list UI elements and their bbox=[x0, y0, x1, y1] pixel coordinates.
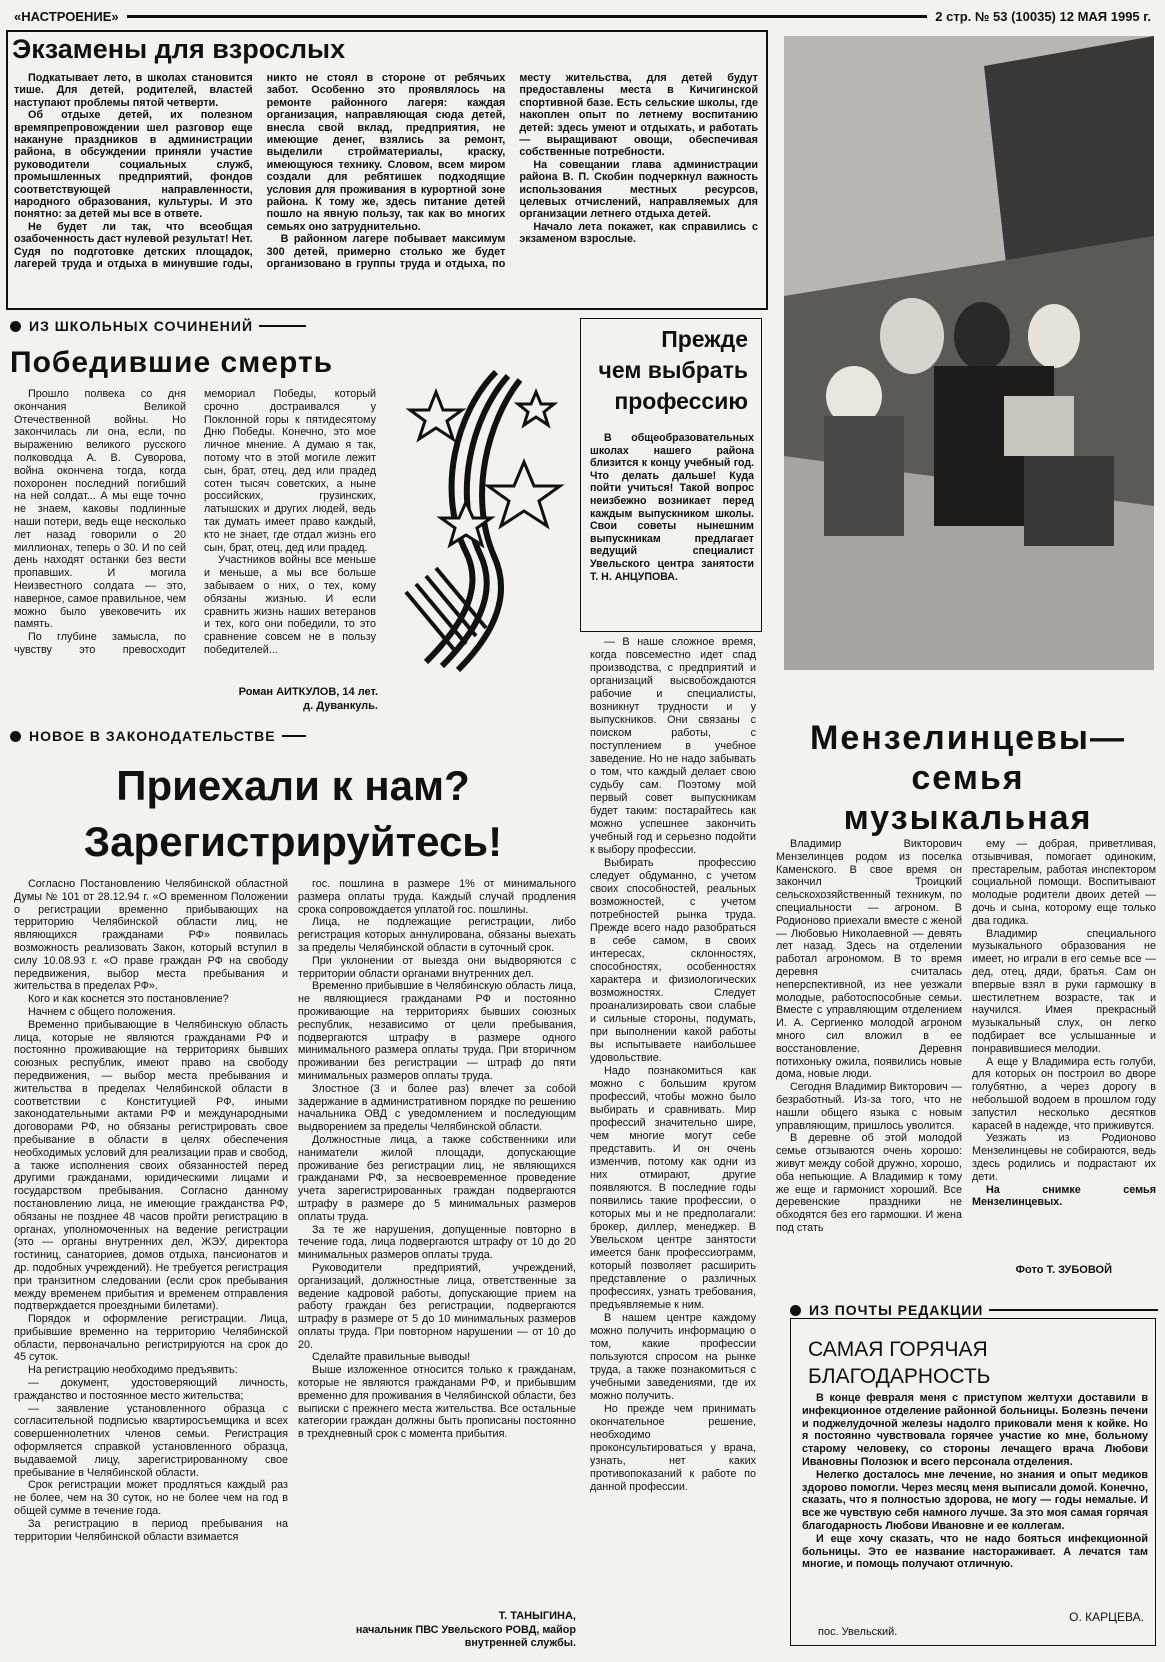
law-paragraph: При уклонении от выезда они выдворяются с территории области органами внутренних дел. bbox=[298, 954, 576, 980]
law-paragraph: Лица, не подлежащие регистрации, либо регистрация которых аннулирована, обязаны выехать за пределы Челябинской области в суточный срок. bbox=[298, 916, 576, 954]
law-paragraph: За регистрацию в период пребывания на территории Челябинской области взимается bbox=[14, 1517, 288, 1543]
law-paragraph: Кого и как коснется это постановление? bbox=[28, 993, 229, 1006]
family-paragraph: ему — добрая, приветливая, отзывчивая, помогает одиноким, престарелым, работая инспектором социальной помощи. Воспитывают молодые родители двоих детей — дочь и сына, которому еще только два годика. bbox=[972, 838, 1156, 927]
profession-body bbox=[590, 636, 756, 1646]
essay-title: Победившие смерть bbox=[10, 346, 334, 379]
law-paragraph: За те же нарушения, допущенные повторно в течение года, лица подвергаются штрафу от 10 до 20 минимальных размеров оплаты труда. bbox=[298, 1223, 576, 1262]
family-paragraph: Уезжать из Родионово Мензелинцевы не собираются, ведь здесь родились и подрастают их дети. bbox=[972, 1132, 1156, 1183]
family-title-line: семья bbox=[911, 759, 1025, 797]
law-paragraph: На регистрацию необходимо предъявить: bbox=[28, 1364, 238, 1377]
profession-paragraph: В нашем центре каждому можно получить информацию о том, какие профессии пользуются спросом на рынке труда, а также познакомиться с учебными заведениями, где их можно получить. bbox=[590, 1312, 756, 1402]
victory-stars-illustration bbox=[396, 352, 572, 672]
rubric-bullet-icon bbox=[10, 321, 21, 332]
law-paragraph: Руководители предприятий, учреждений, организаций, должностные лица, ответственные за ведение кадровой работы, допускающие прием на работу граждан без регистрации, подвергаются штрафу в размере от 5 до 10 минимальных размеров оплаты труда. При повторном нарушении — от 10 до 20. bbox=[298, 1261, 576, 1351]
family-column-2 bbox=[972, 838, 1156, 1256]
family-paragraph: В деревне об этой молодой семье отзываются очень хорошо: живут между собой дружно, хорошо, оба непьющие. А Владимир к тому же еще и гармонист хороший. Все деревенские праздники не обходятся без его гармошки. И жена под стать bbox=[776, 1132, 962, 1234]
rubric-bullet-icon bbox=[790, 1305, 801, 1316]
exams-paragraph: Подкатывает лето, в школах становится тише. Для детей, родителей, властей наступают проблемы пятой четверти. bbox=[14, 72, 253, 109]
law-rubric bbox=[10, 728, 306, 744]
exams-body bbox=[14, 72, 758, 300]
law-title-line1: Приехали к нам? bbox=[116, 762, 470, 809]
law-rubric-label: НОВОЕ В ЗАКОНОДАТЕЛЬСТВЕ bbox=[29, 728, 276, 744]
law-paragraph: Согласно Постановлению Челябинской областной Думы № 101 от 28.12.94 г. «О временном Положении о регистрации временно прибывающих на территорию Челябинской области лиц, не являющихся гражданами РФ» появилась возможность реализовать Закон, который вступил в силу 10.08.93 г. «О праве граждан РФ на свободу передвижения, выбор места пребывания и жительства в пределах РФ». bbox=[14, 878, 288, 993]
profession-title-line: чем выбрать bbox=[598, 357, 748, 383]
family-photo-credit: Фото Т. ЗУБОВОЙ bbox=[1015, 1264, 1112, 1276]
letter-body bbox=[802, 1392, 1148, 1608]
letter-paragraph: В конце февраля меня с приступом желтухи доставили в инфекционное отделение районной больницы. Болезнь печени и поджелудочной железы надолго приковали меня к койке. Но я постоянно чувствовала горячее участие ко мне, больному старому человеку, со стороны лечащего врача Любови Ивановны Полозюк и всего персонала отделения. bbox=[802, 1392, 1148, 1468]
law-title-line2: Зарегистрируйтесь! bbox=[83, 818, 503, 865]
law-paragraph: Должностные лица, а также собственники или наниматели жилой площади, допускающие проживание без регистрации лиц, не являющихся гражданами РФ, за несвоевременное проведение учета зарегистрированных граждан подвергаются штрафу в размере до 5 минимальных размеров оплаты труда. bbox=[298, 1133, 576, 1223]
letter-rubric-label: ИЗ ПОЧТЫ РЕДАКЦИИ bbox=[809, 1302, 984, 1318]
family-photo bbox=[784, 36, 1154, 670]
issue-info: 2 стр. № 53 (10035) 12 МАЯ 1995 г. bbox=[935, 8, 1151, 24]
family-photo-image bbox=[784, 36, 1154, 670]
law-paragraph: — документ, удостоверяющий личность, гражданство и постоянное место жительства; bbox=[14, 1377, 288, 1402]
profession-title-line: профессию bbox=[614, 388, 748, 414]
exams-title: Экзамены для взрослых bbox=[12, 34, 351, 65]
law-paragraph: Выше изложенное относится только к гражданам, которые не являются гражданами РФ, и прибывшим временно для проживания в Челябинской области, без выписки с прежнего места жительства. Все остальные категории граждан должны быть прописаны постоянно в трехдневный срок с момента прибытия. bbox=[298, 1364, 576, 1441]
letter-place: пос. Увельский. bbox=[818, 1626, 898, 1638]
letter-author: О. КАРЦЕВА. bbox=[1069, 1610, 1144, 1624]
family-column-1 bbox=[776, 838, 962, 1284]
profession-paragraph: — В наше сложное время, когда повсеместно идет спад производства, с предприятий и организаций высвобождаются рабочие и специалисты, возникнут трудности и у выпускников. Они связаны с поиском работы, с поступлением в учебное заведение. Но не надо забывать о том, что каждый делает свою судьбу сам. Поэтому мой первый совет выпускникам будет таким: постарайтесь как можно успешнее закончить учебный год и серьезно подойти к выбору профессии. bbox=[590, 636, 756, 856]
law-signature-name: Т. ТАНЫГИНА, bbox=[498, 1610, 576, 1622]
masthead-bar bbox=[14, 4, 1151, 28]
masthead-rule bbox=[127, 15, 928, 18]
essay-rubric bbox=[10, 318, 306, 334]
family-paragraph: Владимир специального музыкального образования не имеет, но играли в его семье все — дед, отец, дяди, братья. Сам он впервые взял в руки гармошку в шестилетнем возрасте, так и научился. Имея прекрасный музыкальный слух, он легко подбирает все услышанные и понравившиеся мелодии. bbox=[972, 927, 1156, 1055]
law-paragraph: — заявление установленного образца с согласительной подписью квартиросъемщика и всех совершеннолетних членов семьи. Регистрация оформляется справкой установленного образца, выдаваемой лицу, зарегистрированному свое пребывание в Челябинской области. bbox=[14, 1402, 288, 1479]
law-column-2 bbox=[298, 878, 576, 1566]
law-column-1 bbox=[14, 878, 288, 1640]
letter-rubric bbox=[790, 1302, 1158, 1318]
law-paragraph: Срок регистрации может продляться каждый раз не более, чем на 30 суток, но не более чем на год в общей сумме в течение года. bbox=[14, 1479, 288, 1518]
essay-paragraph: По глубине замысла, по чувству это превосходит мемориал Победы, который срочно достраивался у Поклонной горы к пятидесятому Дню Победы. Конечно, это мое личное мнение. А думаю я так, потому что в этой могиле лежит сын, брат, отец, дед или прадед сотен тысяч советских, а ныне российских, грузинских, латышских и других людей, ведь так думать имеет право каждый, кто не знает, где отдал жизнь его сын, брат, отец, дед или прадед. bbox=[14, 388, 376, 656]
letter-title bbox=[808, 1336, 990, 1390]
law-paragraph: Злостное (3 и более раз) влечет за собой задержание в административном порядке по решению начальника ОВД с уведомлением и последующим выдворением за пределы Челябинской области. bbox=[298, 1082, 576, 1134]
essay-rubric-label: ИЗ ШКОЛЬНЫХ СОЧИНЕНИЙ bbox=[29, 318, 254, 334]
family-title bbox=[776, 718, 1160, 838]
family-title-line: музыкальная bbox=[843, 799, 1093, 837]
essay-paragraph: Прошло полвека со дня окончания Великой Отечественной войны. Но закончилась ли она, если, по выражению великого русского полководца А. В. Суворова, война окончена тогда, когда похоронен последний погибший на ней солдат... А мы еще точно не знаем, каковы подлинные наши потери, ведь еще несколько лет назад говорили о 20 миллионах, теперь о 30. И по сей день находят останки без вести пропавших. И могила Неизвестного солдата — это, наверное, самое правильное, чем можно было увековечить их память. bbox=[14, 388, 186, 631]
law-paragraph: Начнем с общего положения. bbox=[28, 1005, 176, 1018]
letter-paragraph: И еще хочу сказать, что не надо бояться инфекционной больницы. Это ее название настораживает. А лечатся там многие, и помощь получают отличную. bbox=[802, 1532, 1148, 1571]
exams-paragraph: На совещании глава администрации района В. П. Скобин подчеркнул важность использования местных ресурсов, целевых отчислений, направляемых для организации летнего отдыха детей. bbox=[519, 158, 758, 221]
law-paragraph: Порядок и оформление регистрации. Лица, прибывшие временно на территорию Челябинской области, первоначально регистрируются на срок до 45 суток. bbox=[14, 1313, 288, 1364]
essay-body bbox=[14, 388, 376, 674]
exams-paragraph: Не будет ли так, что всеобщая озабоченность даст нулевой результат! Нет. Судя по подготовке детских площадок, лагерей труда и отдыха в минувшие годы, никто не стоял в стороне от ребячьих забот. Особенно это проявлялось на ремонте районного лагеря: каждая организация, направляющая сюда детей, внесла свой вклад, предприятия, не имеющие денег, взялись за ремонт, выделили стройматериалы, краску, имеющуюся технику. Словом, всем миром создали для ребятишек подходящие условия для проживания в курортной зоне района. К тому же, здесь питание детей пошло на явную пользу, так как во многих семьях оно затруднительно. bbox=[14, 72, 506, 271]
rubric-rule bbox=[282, 735, 306, 737]
law-paragraph: гос. пошлина в размере 1% от минимального размера оплаты труда. Каждый случай продления срока сопровождается уплатой гос. пошлины. bbox=[298, 878, 576, 916]
essay-place: д. Дуванкуль. bbox=[303, 700, 378, 712]
exams-paragraph: Начало лета покажет, как справились с экзаменом взрослые. bbox=[519, 220, 758, 246]
rubric-rule bbox=[259, 325, 306, 327]
law-paragraph: Сделайте правильные выводы! bbox=[312, 1351, 471, 1364]
exams-paragraph: В районном лагере побывает максимум 300 детей, примерно столько же будет организовано в группы труда и отдыха, по месту жительства, для детей будут предоставлены места в Кичигинской спортивной базе. Есть сельские школы, где накоплен опыт по летнему воспитанию детей: здесь умеют и отдыхать, и работать — выращивают овощи, обеспечивая собственные потребности. bbox=[266, 72, 758, 271]
family-paragraph: Сегодня Владимир Викторович — безработный. Из-за того, что не нашли общего языка с новым управляющим, пришлось уволится. bbox=[776, 1081, 962, 1132]
essay-author: Роман АИТКУЛОВ, 14 лет. bbox=[238, 686, 378, 698]
profession-lead: В общеобразовательных школах нашего района близится к концу учебный год. Что делать дальше! Куда пойти учиться! Такой вопрос неизбежно возникает перед каждым выпускником школы. Свои советы нынешним выпускникам предлагает ведущий специалист Увельского центра занятости Т. Н. АНЦУПОВА. bbox=[590, 432, 754, 583]
section-name: «НАСТРОЕНИЕ» bbox=[14, 8, 119, 24]
profession-paragraph: Надо познакомиться как можно с большим кругом профессий, чтобы можно было выбирать и сравнивать. Мир профессий значительно шире, чем многие могут себе представить. И он очень изменчив, потому как одни из них отмирают, другие появляются. В последние годы появились такие профессии, о которых мы и не предполагали: брокер, диллер, менеджер. В Увельском центре занятости имеется банк профессиограмм, который позволяет расширить представление о различных профессиях, узнать требования, предъявляемые к ним. bbox=[590, 1065, 756, 1311]
family-title-line: Мензелинцевы— bbox=[810, 719, 1126, 757]
rubric-rule bbox=[989, 1309, 1158, 1311]
profession-paragraph: Но прежде чем принимать окончательное решение, необходимо проконсультироваться у врача, узнать, нет каких противопоказаний к работе по данной профессии. bbox=[590, 1403, 756, 1493]
exams-paragraph: Об отдыхе детей, их полезном времяпрепровождении шел разговор еще накануне праздников в администрации района, в обсуждении приняли участие руководители социальных служб, промышленных предприятий, фондов соответствующей направленности, народного образования, культуры. И это понятно: за детей мы все в ответе. bbox=[14, 109, 253, 221]
profession-title bbox=[582, 324, 758, 417]
letter-paragraph: Нелегко досталось мне лечение, но знания и опыт медиков здорово помогли. Через месяц меня выписали домой. Конечно, сказать, что я полностью здорова, не могу — годы немалые. И все же чувствую себя намного лучше. За это моя самая горячая благодарность Любови Ивановне и ее коллегам. bbox=[802, 1468, 1148, 1532]
letter-title-line: БЛАГОДАРНОСТЬ bbox=[808, 1365, 991, 1388]
law-paragraph: Временно прибывшие в Челябинскую область лица, не являющиеся гражданами РФ и постоянно проживающие на территориях бывших союзных республик, независимо от цели пребывания, подвергаются штрафу в размере одного минимального размера оплаты труда. При вторичном проживании без регистрации — штраф до пяти минимальных размеров оплаты труда. bbox=[298, 980, 576, 1082]
rubric-bullet-icon bbox=[10, 731, 21, 742]
stars-ribbon-icon bbox=[396, 352, 572, 672]
essay-paragraph: Участников войны все меньше и меньше, а мы все больше забываем о них, о тех, кому обязаны жизнью. И если сравнить жизнь наших ветеранов и тех, кого они победили, то это сравнение совсем не в пользу победителей... bbox=[204, 554, 376, 656]
profession-title-line: Прежде bbox=[661, 326, 748, 352]
letter-title-line: САМАЯ ГОРЯЧАЯ bbox=[808, 1338, 988, 1361]
law-paragraph: Временно прибывающие в Челябинскую область лица, которые не являются гражданами РФ и постоянно проживающие на территориях бывших союзных республик, имеют право на свободу передвижения, — выбор места пребывания и жительства в пределах Челябинской области в соответствии с Конституцией РФ, иными законодательными актами РФ и международными договорами РФ, но обязаны регистрировать свое пребывание в области в целях обеспечения необходимых условий для реализации прав и свобод, а также исполнения своих обязанностей перед другими гражданами, юридическими лицами и государством пребывания. Согласно данному постановлению лица, не имеющие гражданства РФ, обязаны не позднее 48 часов пройти регистрацию в органах, уполномоченных на ведение регистрации (это — органы внутренних дел, ЖЭУ, директора гостиниц, санаториев, домов отдыха, пансионатов и др. подобных учреждений). Не требуется регистрация при транзитном следовании (если срок пребывания между временем прибытия и временем отправления подтверждается проездными билетами). bbox=[14, 1018, 288, 1313]
profession-paragraph: Выбирать профессию следует обдуманно, с учетом своих способностей, реальных возможностей, с учетом потребностей рынка труда. Прежде всего надо разобраться в себе самом, в своих интересах, склонностях, способностях, особенностях характера и физиологических возможностях. Следует проанализировать свои слабые и сильные стороны, подумать, при выполнении какой работы вы испытываете наибольшее удовольствие. bbox=[590, 857, 756, 1064]
family-paragraph: А еще у Владимира есть голуби, для которых он построил во дворе голубятню, а через дорогу в небольшой водоем в прошлом году запустил несколько десятков карасей в надежде, что приживутся. bbox=[972, 1055, 1156, 1132]
law-signature-role: начальник ПВС Увельского РОВД, майор внутренней службы. bbox=[355, 1624, 576, 1649]
family-paragraph: На снимке семья Мензелинцевых. bbox=[972, 1183, 1156, 1209]
family-paragraph: Владимир Викторович Мензелинцев родом из поселка Каменского. В свое время он закончил Троицкий сельскохозяйственный техникум, по специальности — агроном. В Родионово приехали вместе с женой — Любовью Николаевной — девять лет назад. Здесь на отделении работал агрономом. В то время деревня считалась неперспективной, из нее уезжали молодые, работоспособные семьи. Вместе с управляющим отделением И. А. Сергиенко молодой агроном много сил вложил в ее восстановление. Деревня потихоньку ожила, появились новые дома, новые люди. bbox=[776, 838, 962, 1081]
